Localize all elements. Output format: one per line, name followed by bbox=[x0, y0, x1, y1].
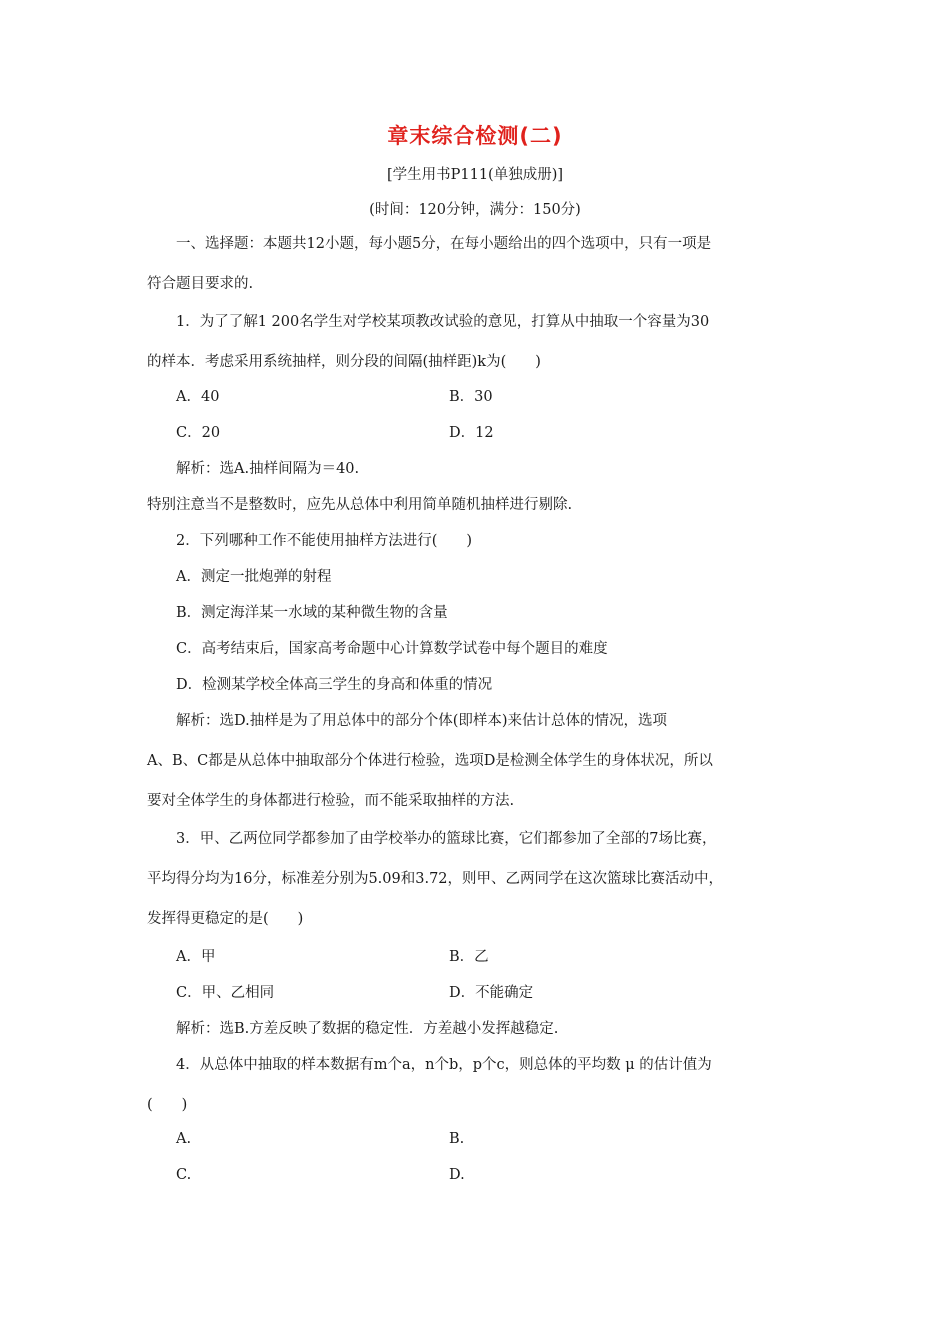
time-info: (时间：120分钟，满分：150分) bbox=[369, 202, 581, 218]
question-1-analysis: 特别注意当不是整数时，应先从总体中利用简单随机抽样进行剔除. bbox=[147, 497, 573, 513]
question-1-text: 的样本．考虑采用系统抽样，则分段的间隔(抽样距)k为( ) bbox=[147, 354, 541, 370]
question-2-option-a: A．测定一批炮弹的射程 bbox=[176, 569, 332, 585]
question-3-text: 3．甲、乙两位同学都参加了由学校举办的篮球比赛，它们都参加了全部的7场比赛， bbox=[176, 831, 717, 847]
question-4-option-d: D. bbox=[449, 1167, 465, 1183]
question-3-option-c: C．甲、乙相同 bbox=[176, 985, 275, 1001]
question-3-option-d: D．不能确定 bbox=[449, 985, 534, 1001]
question-4-text: ( ) bbox=[147, 1097, 188, 1113]
question-3-analysis: 解析：选B.方差反映了数据的稳定性．方差越小发挥越稳定. bbox=[176, 1021, 559, 1037]
question-4-text: 4．从总体中抽取的样本数据有m个a，n个b，p个c，则总体的平均数 μ 的估计值为 bbox=[176, 1057, 712, 1073]
question-2-analysis: 要对全体学生的身体都进行检验，而不能采取抽样的方法. bbox=[147, 793, 515, 809]
question-2-analysis: A、B、C都是从总体中抽取部分个体进行检验，选项D是检测全体学生的身体状况，所以 bbox=[147, 753, 713, 769]
question-4-option-b: B. bbox=[449, 1131, 465, 1147]
question-1-analysis: 解析：选A.抽样间隔为＝40. bbox=[176, 461, 360, 477]
question-1-option-b: B．30 bbox=[449, 389, 493, 405]
question-1-option-c: C．20 bbox=[176, 425, 221, 441]
question-4-option-a: A. bbox=[176, 1131, 192, 1147]
section-intro-line: 符合题目要求的. bbox=[147, 276, 254, 292]
section-intro-line: 一、选择题：本题共12小题，每小题5分，在每小题给出的四个选项中，只有一项是 bbox=[176, 236, 712, 252]
question-3-option-a: A．甲 bbox=[176, 949, 216, 965]
question-4-option-c: C. bbox=[176, 1167, 192, 1183]
question-1-text: 1．为了了解1 200名学生对学校某项教改试验的意见，打算从中抽取一个容量为30 bbox=[176, 314, 710, 330]
page-title: 章末综合检测(二) bbox=[387, 124, 563, 148]
question-3-text: 发挥得更稳定的是( ) bbox=[147, 911, 304, 927]
question-2-option-d: D．检测某学校全体高三学生的身高和体重的情况 bbox=[176, 677, 493, 693]
question-3-option-b: B．乙 bbox=[449, 949, 489, 965]
question-2-option-c: C．高考结束后，国家高考命题中心计算数学试卷中每个题目的难度 bbox=[176, 641, 608, 657]
question-2-analysis: 解析：选D.抽样是为了用总体中的部分个体(即样本)来估计总体的情况，选项 bbox=[176, 713, 668, 729]
source-note: [学生用书P111(单独成册)] bbox=[386, 167, 564, 183]
question-1-option-a: A．40 bbox=[176, 389, 220, 405]
question-2-option-b: B．测定海洋某一水域的某种微生物的含量 bbox=[176, 605, 448, 621]
question-2-text: 2．下列哪种工作不能使用抽样方法进行( ) bbox=[176, 533, 473, 549]
question-3-text: 平均得分均为16分，标准差分别为5.09和3.72，则甲、乙两同学在这次篮球比赛活动中， bbox=[147, 871, 724, 887]
question-1-option-d: D．12 bbox=[449, 425, 494, 441]
